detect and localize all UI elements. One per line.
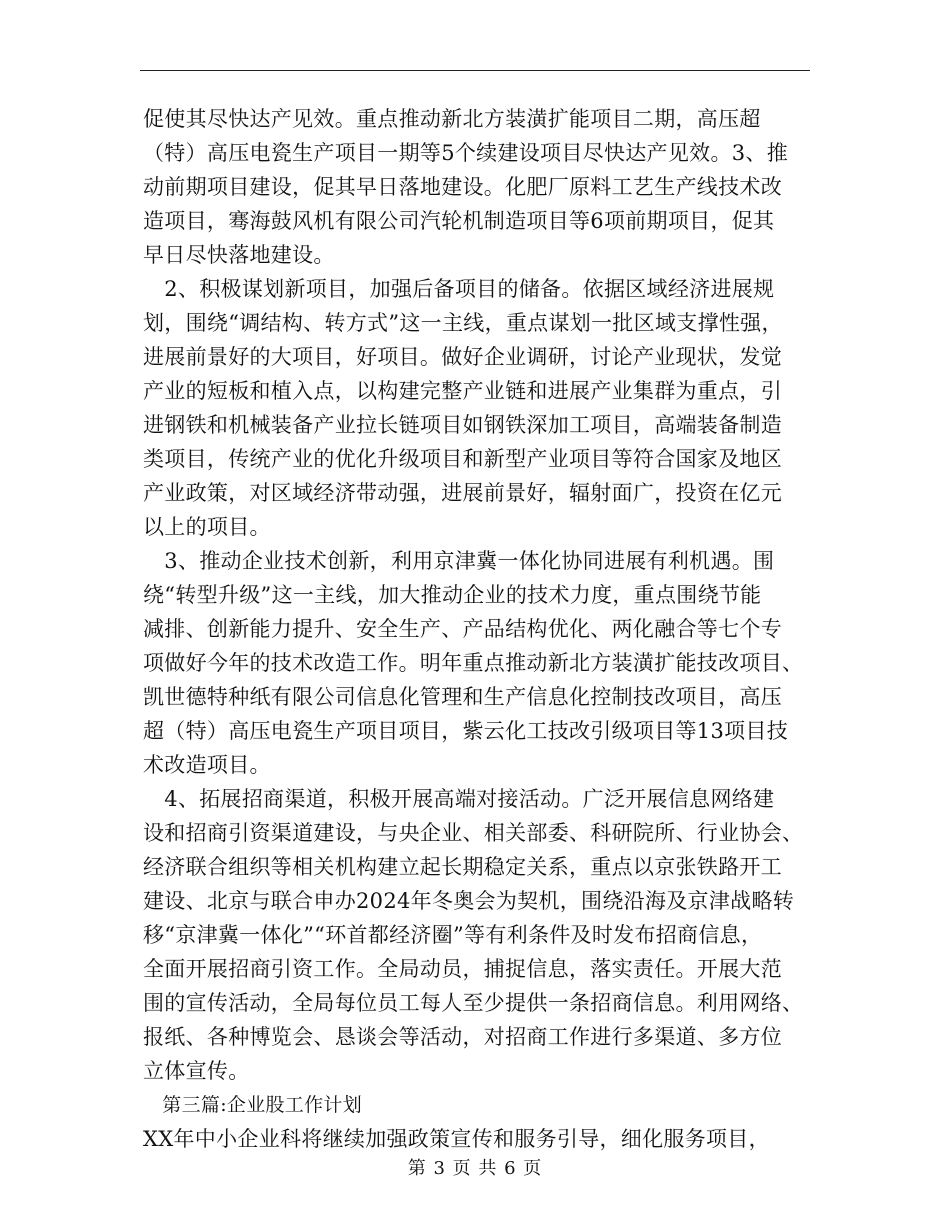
text-line: 以上的项目。 <box>143 515 271 539</box>
text-line: 超（特）高压电瓷生产项目项目，紫云化工技改引级项目等13项目技 <box>143 719 789 743</box>
text-line: 凯世德特种纸有限公司信息化管理和生产信息化控制技改项目，高压 <box>143 685 782 709</box>
header-rule <box>140 70 810 71</box>
text-line: 产业政策，对区域经济带动强，进展前景好，辐射面广，投资在亿元 <box>143 481 782 505</box>
text-line: 进钢铁和机械装备产业拉长链项目如钢铁深加工项目，高端装备制造 <box>143 413 782 437</box>
text-line: 划，围绕“调结构、转方式”这一主线，重点谋划一批区域支撑性强， <box>143 311 783 335</box>
text-line: 进展前景好的大项目，好项目。做好企业调研，讨论产业现状，发觉 <box>143 345 782 369</box>
text-line: 术改造项目。 <box>143 753 271 777</box>
text-line: 设和招商引资渠道建设，与央企业、相关部委、科研院所、行业协会、 <box>143 821 804 845</box>
paragraph-start-line: 2、积极谋划新项目，加强后备项目的储备。依据区域经济进展规 <box>143 277 775 301</box>
text-line: （特）高压电瓷生产项目一期等5个续建设项目尽快达产见效。3、推 <box>143 141 789 165</box>
paragraph-start-line: 3、推动企业技术创新，利用京津冀一体化协同进展有利机遇。围 <box>143 549 775 573</box>
text-line: 全面开展招商引资工作。全局动员，捕捉信息，落实责任。开展大范 <box>143 957 782 981</box>
text-line: 促使其尽快达产见效。重点推动新北方装潢扩能项目二期，高压超 <box>143 107 761 131</box>
page-footer: 第 3 页 共 6 页 <box>407 1158 543 1179</box>
paragraph-start-line: 4、拓展招商渠道，积极开展高端对接活动。广泛开展信息网络建 <box>143 787 775 811</box>
text-line: 造项目，骞海鼓风机有限公司汽轮机制造项目等6项前期项目，促其 <box>143 209 775 233</box>
text-line: 立体宣传。 <box>143 1059 250 1083</box>
text-line: 动前期项目建设，促其早日落地建设。化肥厂原料工艺生产线技术改 <box>143 175 782 199</box>
text-line: 项做好今年的技术改造工作。明年重点推动新北方装潢扩能技改项目、 <box>143 651 804 675</box>
text-line: 围的宣传活动，全局每位员工每人至少提供一条招商信息。利用网络、 <box>143 991 804 1015</box>
text-line: 报纸、各种博览会、恳谈会等活动，对招商工作进行多渠道、多方位 <box>143 1025 782 1049</box>
text-line: 产业的短板和植入点，以构建完整产业链和进展产业集群为重点，引 <box>143 379 782 403</box>
text-line: 类项目，传统产业的优化升级项目和新型产业项目等符合国家及地区 <box>143 447 782 471</box>
document-body <box>143 102 813 1156</box>
text-line: 建设、北京与联合申办2024年冬奥会为契机，围绕沿海及京津战略转 <box>143 889 795 913</box>
text-line: 减排、创新能力提升、安全生产、产品结构优化、两化融合等七个专 <box>143 617 782 641</box>
text-line: 经济联合组织等相关机构建立起长期稳定关系，重点以京张铁路开工 <box>143 855 782 879</box>
section-heading: 第三篇:企业股工作计划 <box>143 1094 363 1116</box>
text-line: XX年中小企业科将继续加强政策宣传和服务引导，细化服务项目， <box>143 1127 770 1151</box>
text-line: 绕“转型升级”这一主线，加大推动企业的技术力度，重点围绕节能 <box>143 583 762 607</box>
text-line: 移“京津冀一体化”“环首都经济圈”等有利条件及时发布招商信息， <box>143 923 763 947</box>
text-line: 早日尽快落地建设。 <box>143 243 335 267</box>
